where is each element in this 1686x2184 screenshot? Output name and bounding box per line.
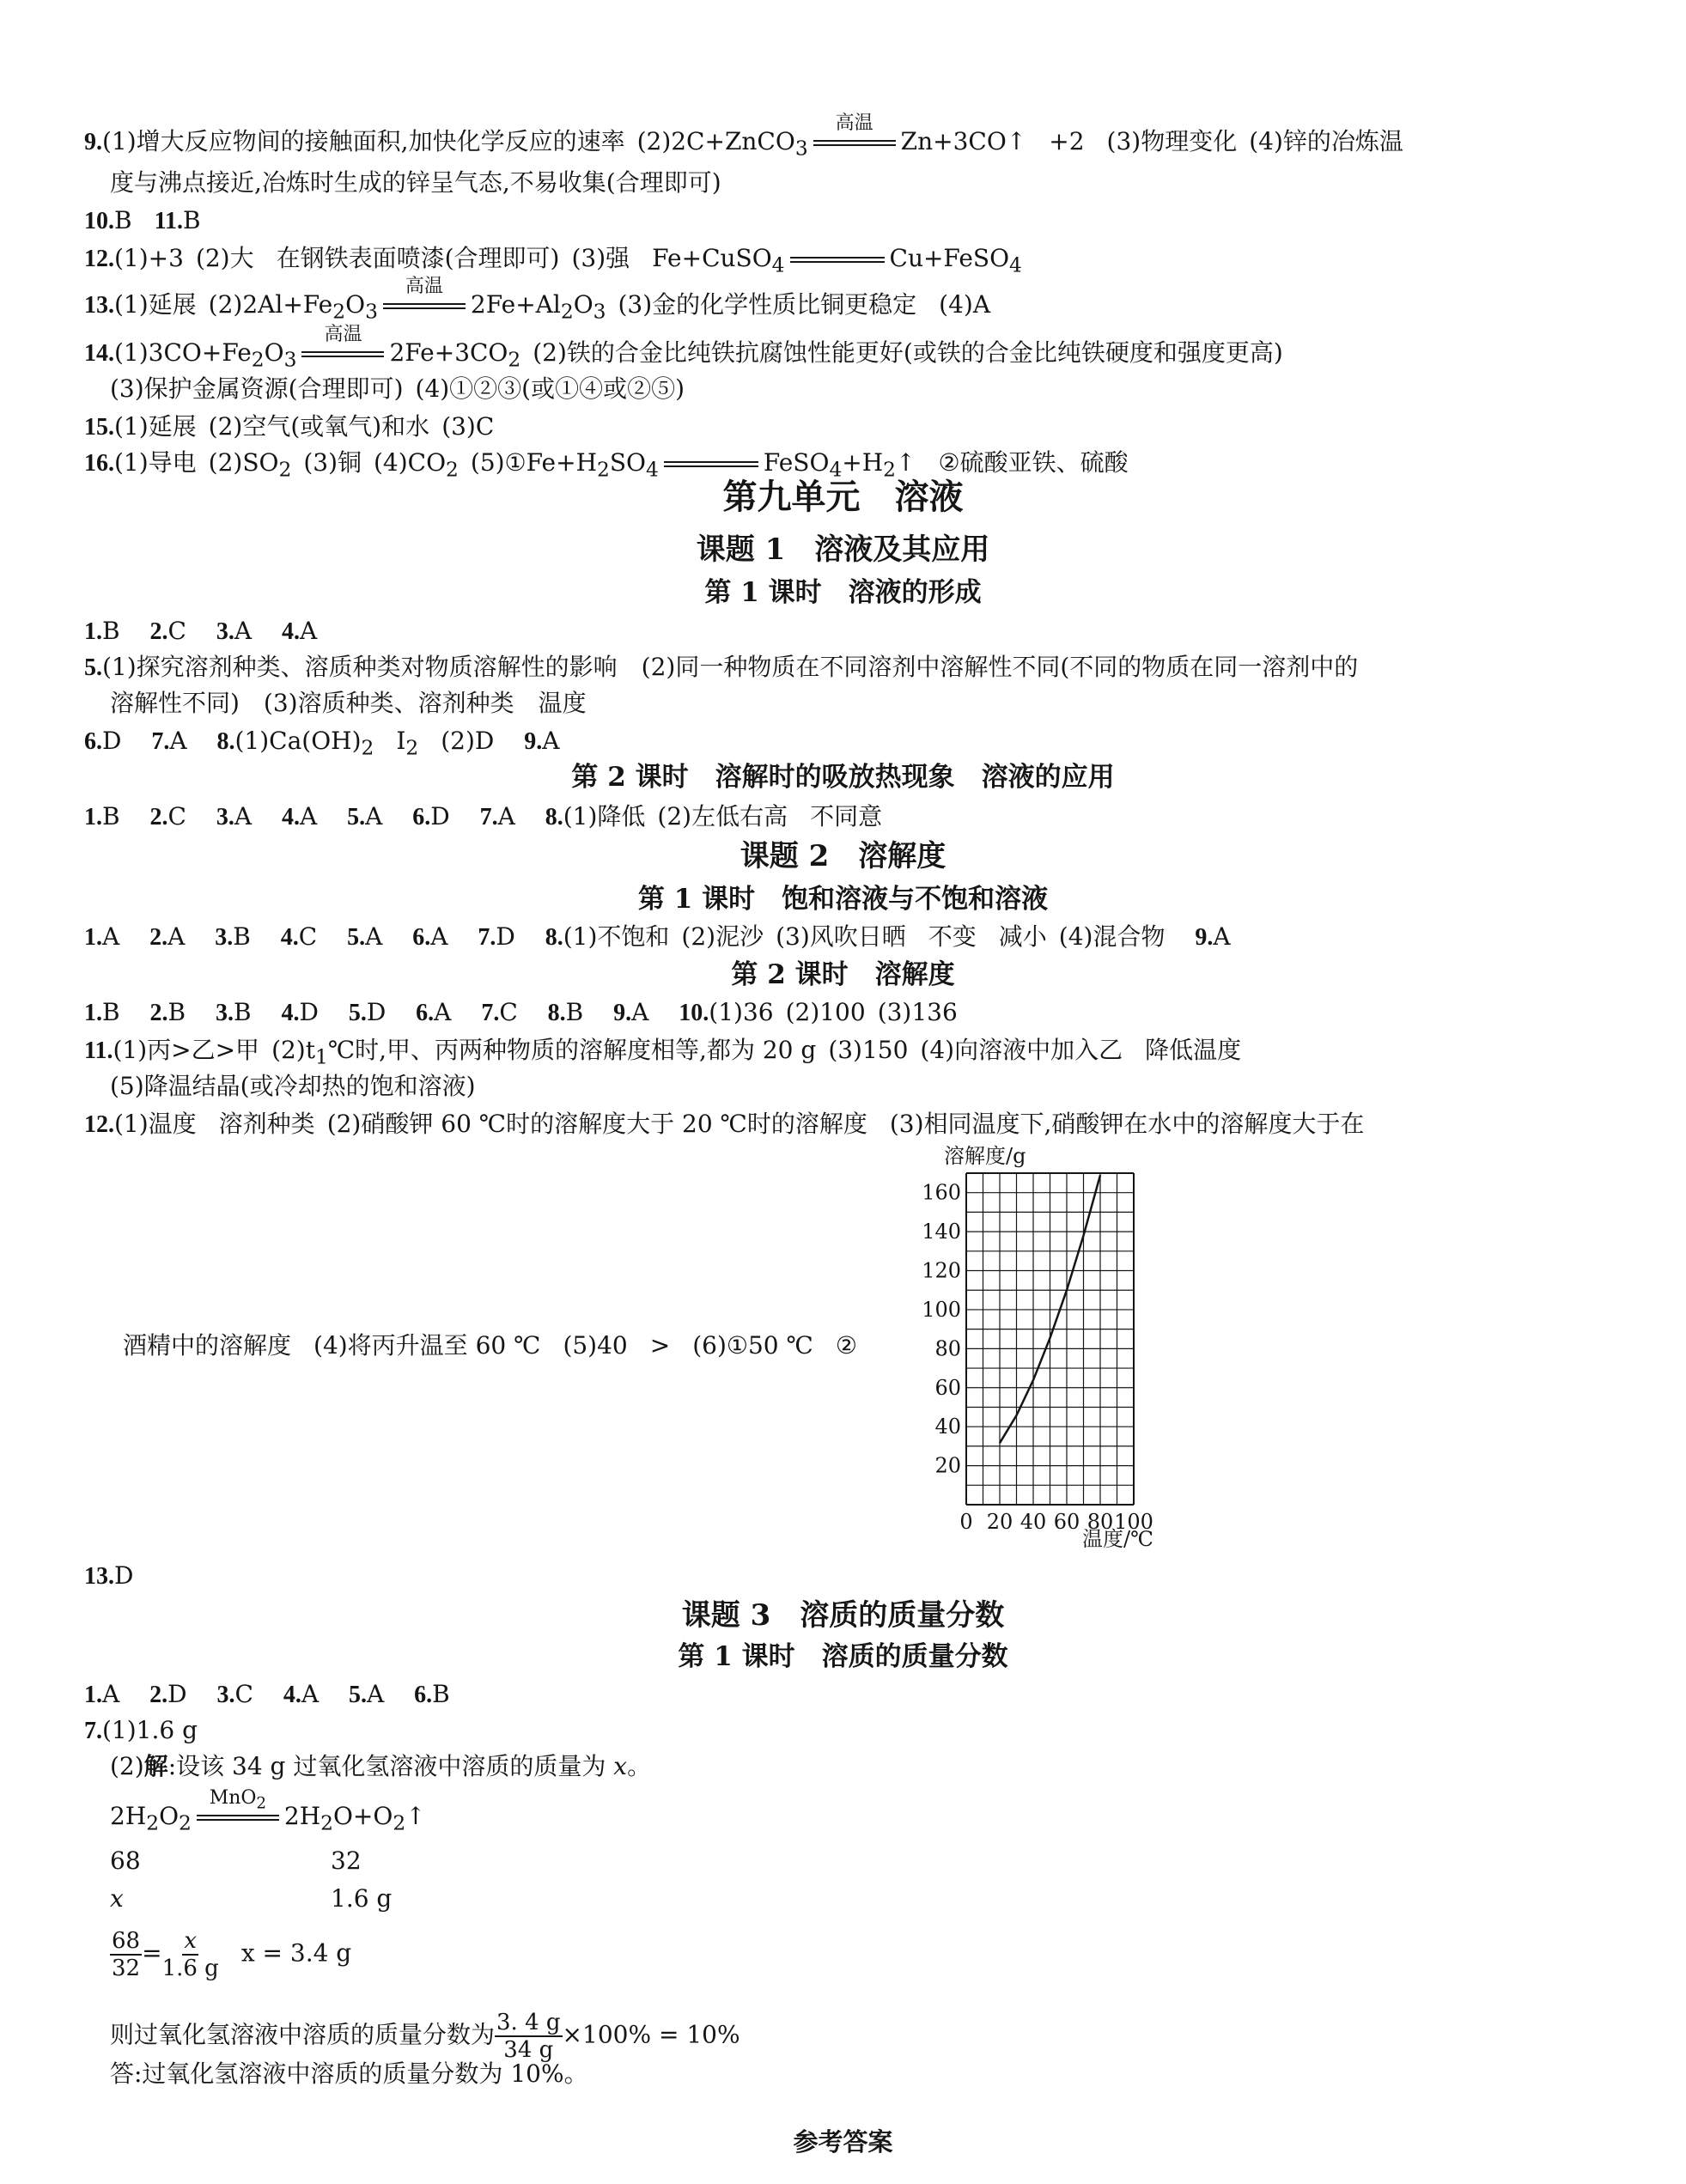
ans: ℃时,甲、丙两种物质的溶解度相等,都为 20 g [327, 1036, 817, 1064]
ans: SO [609, 448, 646, 477]
answer-line [84, 1680, 450, 1710]
ans: 不同意 [810, 802, 883, 830]
y-axis-label: 溶解度/g [944, 1144, 1026, 1168]
ans: ②硫酸亚铁、硫酸 [938, 448, 1129, 477]
answer-line-13 [84, 275, 991, 326]
q-num: 1. [84, 804, 102, 830]
ans: +H [842, 448, 884, 477]
ans: O [573, 290, 593, 319]
q-num: 9. [613, 1000, 632, 1026]
y-tick-label: 100 [922, 1297, 961, 1322]
sub: 3 [365, 299, 378, 324]
topic-title: 课题 2 溶解度 [740, 839, 946, 873]
ans: C [234, 1680, 253, 1708]
reaction-arrow [790, 252, 885, 268]
ans: B [102, 802, 120, 830]
ans: B [233, 922, 251, 951]
ans: B [102, 617, 120, 645]
fraction [162, 1928, 219, 1981]
x-axis-label: 温度/℃ [1082, 1527, 1153, 1551]
sub: 2 [883, 457, 897, 482]
q-num: 4. [283, 1682, 301, 1708]
ans: 2H [283, 1802, 321, 1830]
denominator: 32 [112, 1956, 141, 1981]
sub: 2 [508, 347, 521, 372]
ans: (3)强 [571, 244, 630, 272]
lesson-title: 第 2 课时 溶解度 [731, 959, 955, 990]
ans: (5)40 [563, 1331, 628, 1360]
answer-line-11 [84, 1036, 1241, 1072]
ratio-row-1b [331, 1846, 362, 1876]
q-num: 5. [347, 924, 366, 951]
ans: A [169, 727, 187, 755]
numerator: x [184, 1928, 198, 1954]
sub: 2 [146, 1810, 160, 1835]
q-num: 14. [84, 340, 114, 367]
ans: (4)①②③(或①④或②⑤) [415, 374, 685, 403]
ans: A [542, 727, 560, 755]
answer-line-10 [84, 206, 201, 236]
q-num: 3. [216, 618, 234, 645]
ans: A [366, 1680, 385, 1708]
ans: (3)C [441, 412, 495, 441]
ans: Zn+3CO↑ [900, 127, 1027, 155]
sub: 2 [393, 1810, 406, 1835]
q-num: 4. [281, 804, 300, 830]
condition [197, 1788, 279, 1814]
ans: B [167, 998, 186, 1026]
ans: (4)将丙升温至 60 ℃ [313, 1331, 541, 1360]
ans: (2)铁的合金比纯铁抗腐蚀性能更好(或铁的合金比纯铁硬度和强度更高) [533, 338, 1283, 367]
answer-line-6 [84, 727, 560, 763]
q-num: 3. [216, 1682, 235, 1708]
q-num: 3. [216, 804, 234, 830]
q-num: 9. [524, 728, 543, 755]
sub: 4 [771, 252, 785, 277]
ans: +2 [1049, 127, 1085, 155]
q-num: 11. [154, 208, 184, 234]
ans: (4)向溶液中加入乙 [920, 1036, 1123, 1064]
ans: 降低温度 [1145, 1036, 1242, 1064]
q-num: 1. [84, 1000, 102, 1026]
answer-line-9 [84, 112, 1403, 163]
numerator: 3. 4 g [496, 2010, 561, 2035]
ans: O [159, 1802, 180, 1830]
q-num: 6. [416, 1000, 435, 1026]
y-tick-label: 120 [922, 1258, 961, 1283]
x-tick-label: 0 [959, 1510, 973, 1534]
ans: (2)D [441, 727, 495, 755]
ans: (4)锌的冶炼温 [1249, 127, 1403, 155]
unit-title: 第九单元 溶液 [722, 477, 964, 517]
ans: C [167, 617, 186, 645]
solution-intro [110, 1752, 651, 1781]
ans: 2Fe+3CO [389, 338, 508, 367]
q-num: 2. [149, 618, 168, 645]
sub: 2 [278, 457, 292, 482]
ans: (3)150 [828, 1036, 909, 1064]
ans: A [434, 998, 452, 1026]
ans: C [298, 922, 318, 951]
ans: A [102, 1680, 120, 1708]
denominator: 34 g [503, 2037, 554, 2063]
ans: (1)3CO+Fe [114, 338, 252, 367]
q-num: 2. [149, 1682, 168, 1708]
ans: A [365, 922, 383, 951]
ans: (1)降低 [563, 802, 646, 830]
ans: 减小 [998, 922, 1047, 951]
ans: D [114, 1561, 134, 1590]
y-tick-label: 80 [934, 1336, 961, 1361]
equals: = [142, 1938, 162, 1968]
q-num: 5. [347, 804, 366, 830]
ans: Fe+CuSO [652, 244, 772, 272]
ans: FeSO [763, 448, 830, 477]
topic-title: 课题 3 溶质的质量分数 [681, 1598, 1005, 1633]
answer-line-9-cont: 度与沸点接近,冶炼时生成的锌呈气态,不易收集(合理即可) [110, 168, 721, 197]
ans: B [102, 998, 120, 1026]
q-num: 4. [280, 924, 299, 951]
sub: 2 [446, 457, 459, 482]
ans: O [345, 290, 366, 319]
q-num: 10. [679, 1000, 709, 1026]
sub: 4 [1009, 252, 1022, 277]
ans: A [167, 922, 186, 951]
y-tick-label: 40 [934, 1414, 961, 1439]
q-num: 13. [84, 1563, 114, 1590]
q-num: 1. [84, 1682, 102, 1708]
ans: (2)2Al+Fe [208, 290, 333, 319]
q-num: 6. [412, 924, 431, 951]
lesson-title: 第 1 课时 溶质的质量分数 [678, 1641, 1008, 1672]
q-num: 5. [84, 654, 102, 681]
ratio-row-1 [110, 1846, 141, 1876]
q-num: 1. [84, 618, 102, 645]
ans: (1)丙>乙>甲 [113, 1036, 260, 1064]
q-num: 2. [149, 804, 168, 830]
ans: C [499, 998, 518, 1026]
final-answer: 答:过氧化氢溶液中溶质的质量分数为 10%。 [110, 2059, 588, 2088]
q-num: 6. [412, 804, 431, 830]
ans: D [496, 922, 515, 951]
answer-line-5-cont: 溶解性不同) (3)溶质种类、溶剂种类 温度 [110, 689, 587, 717]
x-tick-label: 40 [1020, 1510, 1047, 1534]
ans: 不变 [928, 922, 977, 951]
q-num: 5. [348, 1000, 367, 1026]
q-num: 2. [149, 1000, 168, 1026]
lesson-title: 第 1 课时 溶液的形成 [704, 577, 982, 608]
q-num: 7. [84, 1718, 102, 1744]
ans: (1)Ca(OH) [234, 727, 362, 755]
ans: (2)SO [208, 448, 279, 477]
y-tick-label: 20 [934, 1453, 961, 1478]
q-num: 6. [84, 728, 102, 755]
ans: Cu+FeSO [889, 244, 1010, 272]
ans: O+O [332, 1802, 393, 1830]
ans: B [565, 998, 584, 1026]
answer-line-12b-cont [123, 1331, 857, 1360]
answer-line-12 [84, 244, 1022, 280]
sub: 1 [314, 1044, 328, 1069]
ans: ×100% = 10% [562, 2020, 740, 2049]
ans: (4)CO [374, 448, 447, 477]
reaction-equation [110, 1786, 426, 1838]
ans: (1)温度 [114, 1110, 197, 1138]
answer-line [84, 998, 958, 1028]
ans: D [366, 998, 387, 1026]
ans: > [649, 1331, 671, 1360]
answer-line-5 [84, 653, 1358, 683]
sub: 2 [597, 457, 610, 482]
ans: A [234, 617, 253, 645]
ans: (3)相同温度下,硝酸钾在水中的溶解度大于在 [889, 1110, 1365, 1138]
ans: A [365, 802, 383, 830]
ans: A [299, 802, 318, 830]
ans: A [497, 802, 515, 830]
fraction [495, 2010, 563, 2063]
lesson-title: 第 2 课时 溶解时的吸放热现象 溶液的应用 [571, 762, 1115, 793]
condition: 高温 [835, 112, 873, 134]
ans: D [430, 802, 450, 830]
ans: (3)风吹日晒 [776, 922, 906, 951]
ans: (3)金的化学性质比铜更稳定 [618, 290, 917, 319]
sub: 2 [332, 299, 346, 324]
solubility-chart [906, 1142, 1198, 1554]
sub: 2 [560, 299, 574, 324]
x-tick-label: 20 [986, 1510, 1013, 1534]
ans: (1)延展 [114, 412, 197, 441]
ans: (1)36 [709, 998, 774, 1026]
q-num: 3. [215, 1000, 234, 1026]
ans: B [114, 206, 132, 234]
q-num: 10. [84, 208, 114, 234]
catalyst: MnO [209, 1786, 257, 1809]
q-num: 4. [281, 618, 300, 645]
q-num: 6. [414, 1682, 433, 1708]
ans: (1)1.6 g [102, 1716, 198, 1744]
ans: I [396, 727, 406, 755]
ans: (1)+3 [114, 244, 184, 272]
x-tick-label: 100 [1114, 1510, 1153, 1534]
ans: (2)空气(或氧气)和水 [208, 412, 430, 441]
ans: :设该 34 g 过氧化氢溶液中溶质的质量为 [167, 1752, 614, 1780]
ans: B [233, 998, 252, 1026]
q-num: 3. [215, 924, 234, 951]
q-num: 7. [481, 1000, 500, 1026]
ans: (2)2C+ZnCO [636, 127, 795, 155]
ans: B [183, 206, 201, 234]
ans: (1)增大反应物间的接触面积,加快化学反应的速率 [102, 127, 625, 155]
ans: 。 [627, 1752, 652, 1780]
ans: A [430, 922, 448, 951]
answer-line-12b [84, 1110, 1364, 1140]
ans: ↑ [405, 1802, 426, 1830]
q-num: 8. [547, 1000, 566, 1026]
ans: B [432, 1680, 450, 1708]
q-num: 13. [84, 292, 114, 319]
answer-line [84, 802, 882, 832]
y-tick-label: 60 [934, 1375, 961, 1400]
result: x = 3.4 g [240, 1938, 352, 1968]
ans: (2)左低右高 [657, 802, 788, 830]
ans: (2) [110, 1752, 144, 1780]
variable: x [110, 1884, 124, 1913]
q-num: 11. [84, 1037, 113, 1064]
q-num: 4. [281, 1000, 300, 1026]
sub: 2 [320, 1810, 333, 1835]
q-num: 1. [84, 924, 102, 951]
ans: A [1213, 922, 1231, 951]
q-num: 5. [348, 1682, 367, 1708]
sub: 4 [829, 457, 843, 482]
ans: (1)延展 [114, 290, 197, 319]
solution-label: 解 [143, 1752, 168, 1780]
sub: 3 [593, 299, 606, 324]
q-num: 9. [84, 129, 102, 155]
x-tick-label: 60 [1053, 1510, 1080, 1534]
ans: D [299, 998, 319, 1026]
answer-line-14 [84, 323, 1283, 374]
ans: A [301, 1680, 320, 1708]
sub: 3 [283, 347, 297, 372]
y-ticks [922, 1181, 961, 1478]
condition: 高温 [405, 275, 443, 297]
q-num: 8. [545, 924, 563, 951]
ans: C [167, 802, 186, 830]
x-tick-label: 80 [1086, 1510, 1114, 1534]
sub: 2 [256, 1793, 267, 1812]
ans: (2)100 [785, 998, 866, 1026]
proportion [110, 1928, 351, 1981]
ans: (3)铜 [303, 448, 362, 477]
y-tick-label: 160 [922, 1180, 961, 1205]
condition: 高温 [324, 323, 362, 345]
ans: 在钢铁表面喷漆(合理即可) [276, 244, 560, 272]
mass: 68 [110, 1846, 141, 1875]
answer-line-13b [84, 1561, 133, 1591]
q-num: 12. [84, 1111, 114, 1138]
reaction-arrow [813, 112, 896, 151]
denominator: 1.6 g [161, 1956, 219, 1981]
mass: 1.6 g [331, 1884, 393, 1913]
mass: 32 [331, 1846, 362, 1875]
ans: D [167, 1680, 187, 1708]
numerator: 68 [112, 1928, 141, 1954]
reaction-arrow [301, 323, 384, 362]
ans: (2)t [271, 1036, 315, 1064]
q-num: 7. [151, 728, 170, 755]
ans: (2)泥沙 [681, 922, 764, 951]
reaction-arrow [197, 1786, 279, 1826]
ans: D [102, 727, 122, 755]
ans: (6)①50 ℃ [692, 1331, 813, 1360]
topic-title: 课题 1 溶液及其应用 [696, 532, 990, 567]
sub: 4 [645, 457, 659, 482]
ans: (4)A [939, 290, 991, 319]
ans: 2H [110, 1802, 147, 1830]
ans: (1)不饱和 [563, 922, 670, 951]
q-num: 8. [216, 728, 235, 755]
percent-line [110, 2010, 740, 2063]
y-tick-label: 140 [922, 1220, 961, 1244]
q-num: 16. [84, 450, 114, 477]
ans: 溶剂种类 [218, 1110, 315, 1138]
ans: (1)探究溶剂种类、溶质种类对物质溶解性的影响 (2)同一种物质在不同溶剂中溶解性不同(不同的物质在同一溶剂中的 [102, 653, 1359, 681]
ans: 则过氧化氢溶液中溶质的质量分数为 [110, 2020, 496, 2049]
answer-line-7 [84, 1716, 198, 1746]
q-num: 2. [149, 924, 168, 951]
q-num: 7. [479, 804, 498, 830]
ans: A [631, 998, 649, 1026]
q-num: 7. [478, 924, 496, 951]
sub: 3 [794, 136, 808, 161]
answer-line-11-cont: (5)降温结晶(或冷却热的饱和溶液) [110, 1072, 476, 1100]
ratio-row-2b [331, 1884, 392, 1913]
fraction [110, 1928, 142, 1981]
variable: x [613, 1752, 628, 1780]
ans: A [102, 922, 120, 951]
reaction-arrow [664, 457, 758, 472]
sub: 2 [405, 735, 419, 760]
ans: (3)136 [877, 998, 958, 1026]
footer-title: 参考答案 [793, 2127, 893, 2157]
reaction-arrow [383, 275, 466, 314]
sub: 2 [251, 347, 265, 372]
answer-line-15 [84, 412, 494, 442]
ans: (3)保护金属资源(合理即可) [110, 374, 404, 403]
answer-line [84, 922, 1231, 952]
ans: O [264, 338, 284, 367]
ans: A [299, 617, 318, 645]
ans: 2Fe+Al [470, 290, 561, 319]
ans: (2)大 [195, 244, 254, 272]
ratio-row-2 [110, 1884, 124, 1913]
ans: (5)①Fe+H [470, 448, 597, 477]
ans: ↑ [896, 448, 916, 477]
answer-line [84, 617, 317, 647]
ans: (1)导电 [114, 448, 197, 477]
ans: ② [835, 1331, 857, 1360]
ans: (3)物理变化 [1106, 127, 1238, 155]
q-num: 15. [84, 414, 114, 441]
lesson-title: 第 1 课时 饱和溶液与不饱和溶液 [637, 884, 1049, 915]
ans: A [234, 802, 253, 830]
q-num: 12. [84, 246, 114, 272]
q-num: 8. [545, 804, 563, 830]
answer-line-14-cont [110, 374, 685, 404]
ans: (2)硝酸钾 60 ℃时的溶解度大于 20 ℃时的溶解度 [326, 1110, 867, 1138]
sub: 2 [361, 735, 374, 760]
sub: 2 [179, 1810, 192, 1835]
ans: (4)混合物 [1058, 922, 1166, 951]
q-num: 9. [1195, 924, 1214, 951]
ans: 酒精中的溶解度 [123, 1331, 292, 1360]
